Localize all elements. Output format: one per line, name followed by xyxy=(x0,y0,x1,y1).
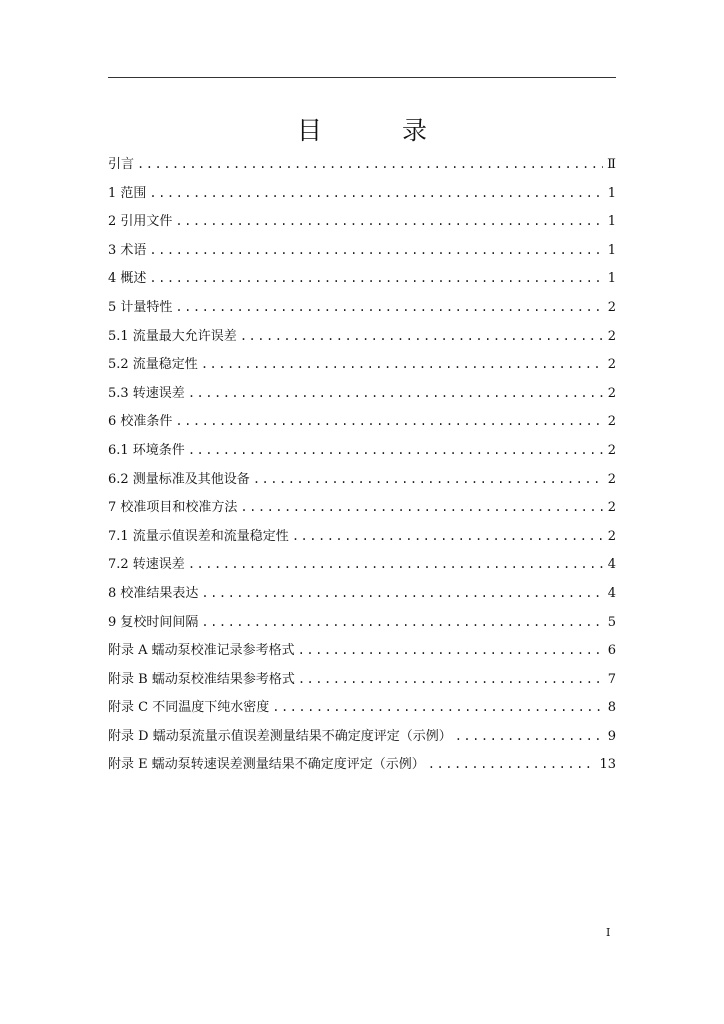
toc-entry-label: 3 术语 xyxy=(108,242,147,258)
toc-leader-dots xyxy=(298,665,603,694)
toc-leader-dots xyxy=(240,322,603,351)
toc-leader-dots xyxy=(175,407,603,436)
toc-entry-page: 1 xyxy=(607,242,616,258)
toc-entry[interactable] xyxy=(108,608,616,637)
toc-entry-label: 9 复校时间间隔 xyxy=(108,614,199,630)
toc-entry-page: 2 xyxy=(607,299,616,315)
toc-entry-label: 5.2 流量稳定性 xyxy=(108,357,198,373)
toc-entry-page: 6 xyxy=(607,643,616,659)
toc-entry-label: 附录 B 蠕动泵校准结果参考格式 xyxy=(108,671,295,687)
toc-entry[interactable] xyxy=(108,722,616,751)
toc-leader-dots xyxy=(292,522,603,551)
toc-entry-label: 5.1 流量最大允许误差 xyxy=(108,328,237,344)
toc-entry[interactable] xyxy=(108,636,616,665)
toc-entry[interactable] xyxy=(108,264,616,293)
toc-entry-label: 1 范围 xyxy=(108,185,147,201)
toc-leader-dots xyxy=(137,150,603,179)
toc-leader-dots xyxy=(201,350,603,379)
toc-entry-label: 7.2 转速误差 xyxy=(108,557,185,573)
toc-entry-page: 4 xyxy=(607,557,616,573)
toc-entry-page: 2 xyxy=(607,414,616,430)
toc-entry-label: 8 校准结果表达 xyxy=(108,585,199,601)
toc-entry[interactable] xyxy=(108,579,616,608)
toc-entry-page: 4 xyxy=(607,585,616,601)
page-number: I xyxy=(606,926,611,939)
toc-entry-page: 2 xyxy=(607,385,616,401)
toc-entry[interactable] xyxy=(108,407,616,436)
toc-entry[interactable] xyxy=(108,179,616,208)
toc-entry[interactable] xyxy=(108,550,616,579)
toc-leader-dots xyxy=(272,693,603,722)
toc-leader-dots xyxy=(149,236,603,265)
toc-entry[interactable] xyxy=(108,207,616,236)
toc-entry[interactable] xyxy=(108,236,616,265)
toc-entry-page: 2 xyxy=(607,500,616,516)
toc-entry-label: 6.1 环境条件 xyxy=(108,442,185,458)
toc-entry-page: 2 xyxy=(607,471,616,487)
toc-entry[interactable] xyxy=(108,493,616,522)
toc-entry[interactable] xyxy=(108,150,616,179)
toc-entry[interactable] xyxy=(108,436,616,465)
toc-entry-page: 13 xyxy=(599,757,616,773)
toc-entry-page: 9 xyxy=(607,728,616,744)
toc-entry-label: 5.3 转速误差 xyxy=(108,385,185,401)
toc-entry[interactable] xyxy=(108,750,616,779)
toc-leader-dots xyxy=(149,264,603,293)
toc-entry-page: 2 xyxy=(607,357,616,373)
toc-entry[interactable] xyxy=(108,379,616,408)
toc-entry-label: 5 计量特性 xyxy=(108,299,173,315)
toc-entry-label: 4 概述 xyxy=(108,271,147,287)
toc-entry-page: 7 xyxy=(607,671,616,687)
toc-leader-dots xyxy=(201,608,603,637)
toc-leader-dots xyxy=(428,750,597,779)
toc-leader-dots xyxy=(253,465,603,494)
toc-entry-label: 7.1 流量示值误差和流量稳定性 xyxy=(108,528,289,544)
toc-entry[interactable] xyxy=(108,293,616,322)
toc-entry-label: 7 校准项目和校准方法 xyxy=(108,500,238,516)
table-of-contents xyxy=(108,150,616,779)
toc-leader-dots xyxy=(175,293,603,322)
toc-entry-page: 1 xyxy=(607,271,616,287)
toc-entry-label: 附录 E 蠕动泵转速误差测量结果不确定度评定（示例） xyxy=(108,757,425,773)
toc-entry-page: Ⅱ xyxy=(607,157,616,172)
toc-entry-page: 2 xyxy=(607,328,616,344)
toc-leader-dots xyxy=(298,636,603,665)
toc-entry[interactable] xyxy=(108,322,616,351)
toc-entry[interactable] xyxy=(108,350,616,379)
header-rule xyxy=(108,77,616,78)
toc-entry-label: 引言 xyxy=(108,157,135,172)
toc-leader-dots xyxy=(188,436,603,465)
toc-entry-page: 2 xyxy=(607,442,616,458)
toc-entry-page: 2 xyxy=(607,528,616,544)
toc-entry-label: 附录 D 蠕动泵流量示值误差测量结果不确定度评定（示例） xyxy=(108,728,452,744)
toc-entry-label: 6 校准条件 xyxy=(108,414,173,430)
toc-leader-dots xyxy=(455,722,603,751)
toc-entry-label: 2 引用文件 xyxy=(108,214,173,230)
toc-leader-dots xyxy=(149,179,603,208)
toc-entry-page: 1 xyxy=(607,185,616,201)
toc-leader-dots xyxy=(188,550,603,579)
toc-entry-label: 6.2 测量标准及其他设备 xyxy=(108,471,250,487)
toc-entry-page: 1 xyxy=(607,214,616,230)
toc-leader-dots xyxy=(188,379,603,408)
toc-entry-label: 附录 A 蠕动泵校准记录参考格式 xyxy=(108,643,295,659)
toc-entry[interactable] xyxy=(108,522,616,551)
toc-entry-page: 8 xyxy=(607,700,616,716)
toc-entry[interactable] xyxy=(108,465,616,494)
toc-leader-dots xyxy=(201,579,603,608)
toc-leader-dots xyxy=(175,207,603,236)
page-title: 目 录 xyxy=(297,116,463,145)
toc-entry[interactable] xyxy=(108,693,616,722)
toc-entry[interactable] xyxy=(108,665,616,694)
toc-entry-page: 5 xyxy=(607,614,616,630)
toc-leader-dots xyxy=(240,493,603,522)
toc-entry-label: 附录 C 不同温度下纯水密度 xyxy=(108,700,270,716)
